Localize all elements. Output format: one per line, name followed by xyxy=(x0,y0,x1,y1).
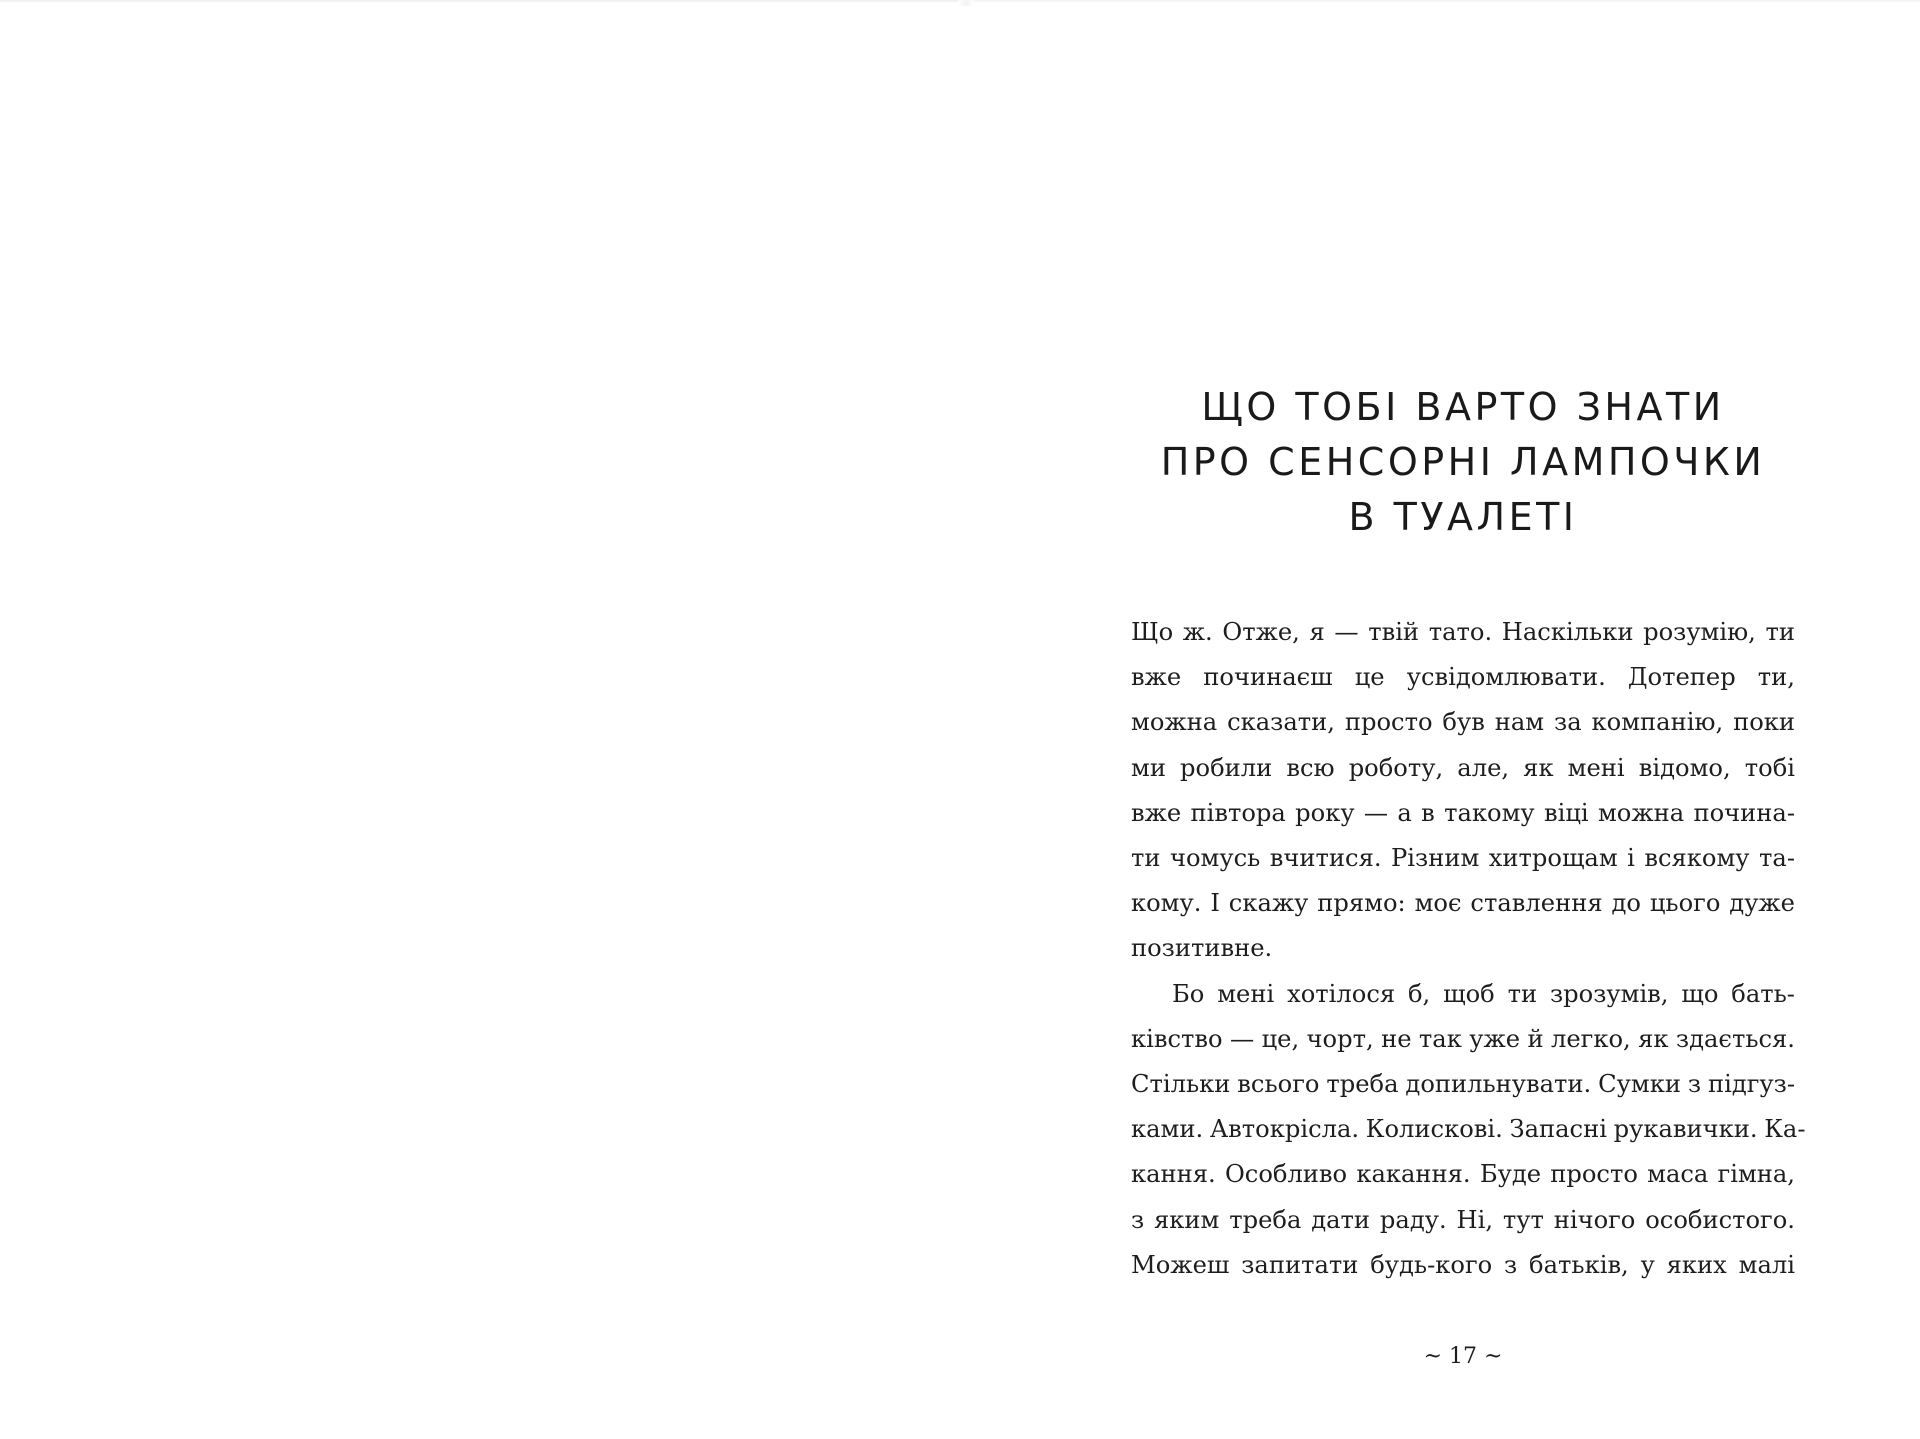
chapter-title xyxy=(1131,380,1795,545)
text-line: Бо мені хотілося б, щоб ти зрозумів, що бать- xyxy=(1172,979,1795,1008)
text-line: вже починаєш це усвідомлювати. Дотепер ти, xyxy=(1131,663,1795,692)
paragraph xyxy=(1131,972,1806,1288)
text-line: Стільки всього треба допильнувати. Сумки з підгуз- xyxy=(1131,1070,1795,1099)
text-line: ками. Автокрісла. Колискові. Запасні рукавички. Ка- xyxy=(1131,1115,1806,1144)
body-text xyxy=(1131,610,1806,1288)
text-line: Можеш запитати будь-кого з батьків, у яких малі xyxy=(1131,1250,1795,1279)
text-line: Що ж. Отже, я — твій тато. Наскільки розумію, ти xyxy=(1131,618,1795,646)
top-page-edge-left xyxy=(0,0,960,3)
text-line: з яким треба дати раду. Ні, тут нічого особистого. xyxy=(1131,1205,1795,1234)
text-line: ми робили всю роботу, але, як мені відомо, тобі xyxy=(1131,753,1795,782)
chapter-title-line: ПРО СЕНСОРНІ ЛАМПОЧКИ xyxy=(1160,440,1766,484)
text-line: можна сказати, просто був нам за компанію, поки xyxy=(1131,708,1795,737)
text-line: ківство — це, чорт, не так уже й легко, як здається. xyxy=(1131,1024,1795,1053)
text-line: позитивне. xyxy=(1131,934,1273,963)
text-line: ти чомусь вчитися. Різним хитрощам і всякому та- xyxy=(1131,844,1795,873)
text-line: кання. Особливо какання. Буде просто маса гімна, xyxy=(1131,1160,1795,1189)
chapter-title-line: ЩО ТОБІ ВАРТО ЗНАТИ xyxy=(1201,385,1725,429)
paragraph xyxy=(1131,610,1795,972)
text-line: кому. І скажу прямо: моє ставлення до цього дуже xyxy=(1131,889,1795,918)
chapter-title-line: В ТУАЛЕТІ xyxy=(1348,495,1578,539)
text-line: вже півтора року — а в такому віці можна почина- xyxy=(1131,798,1795,827)
page-number: ~ 17 ~ xyxy=(1423,1344,1503,1369)
